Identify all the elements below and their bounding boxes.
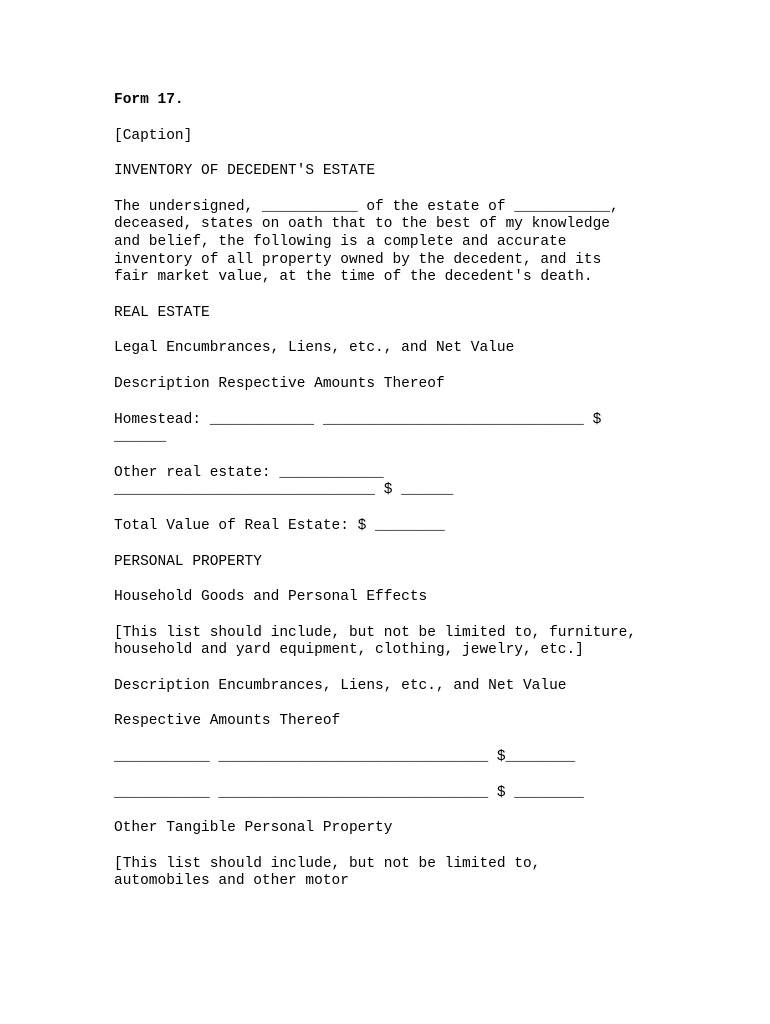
household-goods-note: [This list should include, but not be limited to, furniture, household and yard equipment, clothing, jewelry, etc.]: [114, 624, 637, 659]
document-title: INVENTORY OF DECEDENT'S ESTATE: [114, 163, 376, 180]
other-tangible-heading: Other Tangible Personal Property: [114, 820, 393, 837]
real-estate-heading: REAL ESTATE: [114, 304, 210, 321]
household-goods-heading: Household Goods and Personal Effects: [114, 589, 428, 606]
personal-property-column-header-2: Respective Amounts Thereof: [114, 713, 341, 730]
intro-paragraph: The undersigned, ___________ of the estate of ___________, deceased, states on oath that to the best of my knowledge and belief, the following is a complete and accurate inventory of all property owned by the decedent, and its fair market value, at the time of the decedent's death.: [114, 198, 619, 286]
caption-placeholder: [Caption]: [114, 127, 193, 144]
form-number: Form 17.: [114, 92, 184, 108]
personal-property-entry-line: ___________ _______________________________ $________: [114, 749, 576, 766]
document-body: [114, 92, 734, 909]
other-real-estate-line: Other real estate: ____________ ______________________________ $ ______: [114, 464, 454, 499]
real-estate-column-header-1: Legal Encumbrances, Liens, etc., and Net Value: [114, 340, 515, 357]
other-tangible-note: [This list should include, but not be limited to, automobiles and other motor: [114, 855, 541, 890]
homestead-line: Homestead: ____________ ______________________________ $ ______: [114, 411, 602, 446]
personal-property-entry-line: ___________ _______________________________ $ ________: [114, 784, 584, 801]
personal-property-column-header-1: Description Encumbrances, Liens, etc., and Net Value: [114, 677, 567, 694]
real-estate-column-header-2: Description Respective Amounts Thereof: [114, 375, 445, 392]
real-estate-total-line: Total Value of Real Estate: $ ________: [114, 517, 445, 534]
personal-property-heading: PERSONAL PROPERTY: [114, 553, 262, 570]
